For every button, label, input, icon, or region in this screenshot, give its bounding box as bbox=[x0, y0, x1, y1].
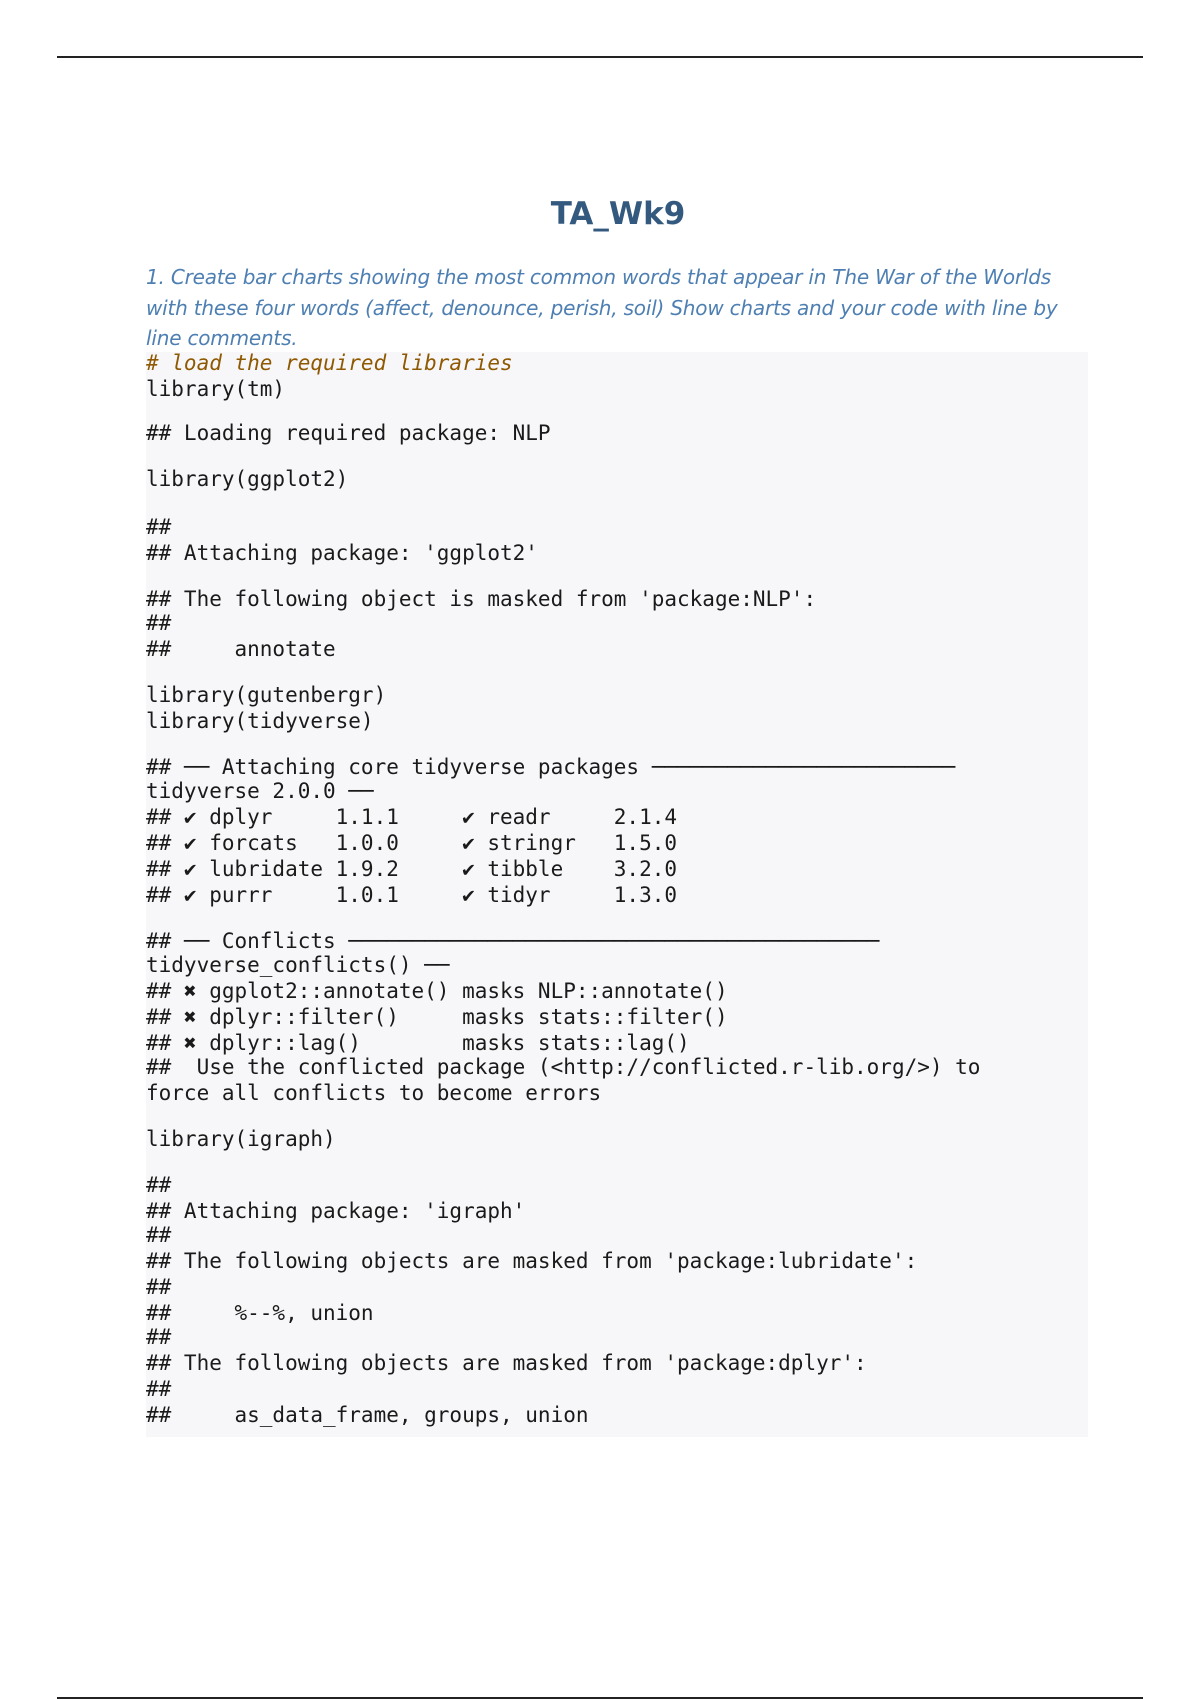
code-line: ## ✔ purrr 1.0.1 ✔ tidyr 1.3.0 bbox=[146, 883, 678, 907]
code-comment-line: # load the required libraries bbox=[146, 351, 513, 375]
code-line: force all conflicts to become errors bbox=[146, 1081, 602, 1105]
code-line: ## bbox=[146, 1325, 172, 1349]
code-line: ## ✖ dplyr::lag() masks stats::lag() bbox=[146, 1031, 690, 1055]
code-line: ## bbox=[146, 611, 172, 635]
code-line: ## Loading required package: NLP bbox=[146, 421, 551, 445]
code-line: ## ── Attaching core tidyverse packages ──────────────────────── bbox=[146, 755, 956, 779]
code-line: ## bbox=[146, 1377, 172, 1401]
code-line: ## bbox=[146, 1275, 172, 1299]
code-line: ## Use the conflicted package (<http://conflicted.r-lib.org/>) to bbox=[146, 1055, 981, 1079]
code-line: library(igraph) bbox=[146, 1127, 336, 1151]
code-line: ## bbox=[146, 1223, 172, 1247]
code-line: ## The following objects are masked from 'package:dplyr': bbox=[146, 1351, 867, 1375]
code-line: ## ✔ lubridate 1.9.2 ✔ tibble 3.2.0 bbox=[146, 857, 678, 881]
footer-rule bbox=[57, 1697, 1143, 1699]
code-line: ## ✔ forcats 1.0.0 ✔ stringr 1.5.0 bbox=[146, 831, 678, 855]
code-line: ## annotate bbox=[146, 637, 336, 661]
code-line: tidyverse_conflicts() ── bbox=[146, 953, 450, 977]
question-text: 1. Create bar charts showing the most common words that appear in The War of the Worlds with these four words (affect, denounce, perish, soil) Show charts and your code with line by line comments. bbox=[146, 265, 1058, 350]
code-line: ## The following objects are masked from 'package:lubridate': bbox=[146, 1249, 918, 1273]
code-line: ## %--%, union bbox=[146, 1301, 374, 1325]
header-rule bbox=[57, 56, 1143, 58]
code-line: library(tidyverse) bbox=[146, 709, 374, 733]
code-line: library(tm) bbox=[146, 377, 286, 401]
code-line: ## Attaching package: 'igraph' bbox=[146, 1199, 526, 1223]
code-line: ## ✔ dplyr 1.1.1 ✔ readr 2.1.4 bbox=[146, 805, 678, 829]
code-line: ## bbox=[146, 515, 172, 539]
code-line: library(ggplot2) bbox=[146, 467, 349, 491]
code-line: ## ✖ ggplot2::annotate() masks NLP::annotate() bbox=[146, 979, 728, 1003]
code-line: ## ── Conflicts ────────────────────────────────────────── bbox=[146, 929, 880, 953]
code-line: ## The following object is masked from 'package:NLP': bbox=[146, 587, 817, 611]
code-line: ## Attaching package: 'ggplot2' bbox=[146, 541, 538, 565]
code-line: ## ✖ dplyr::filter() masks stats::filter() bbox=[146, 1005, 728, 1029]
code-line: ## bbox=[146, 1173, 172, 1197]
code-line: ## as_data_frame, groups, union bbox=[146, 1403, 589, 1427]
code-line: library(gutenbergr) bbox=[146, 683, 387, 707]
document-title: TA_Wk9 bbox=[550, 196, 686, 232]
code-line: tidyverse 2.0.0 ── bbox=[146, 779, 374, 803]
